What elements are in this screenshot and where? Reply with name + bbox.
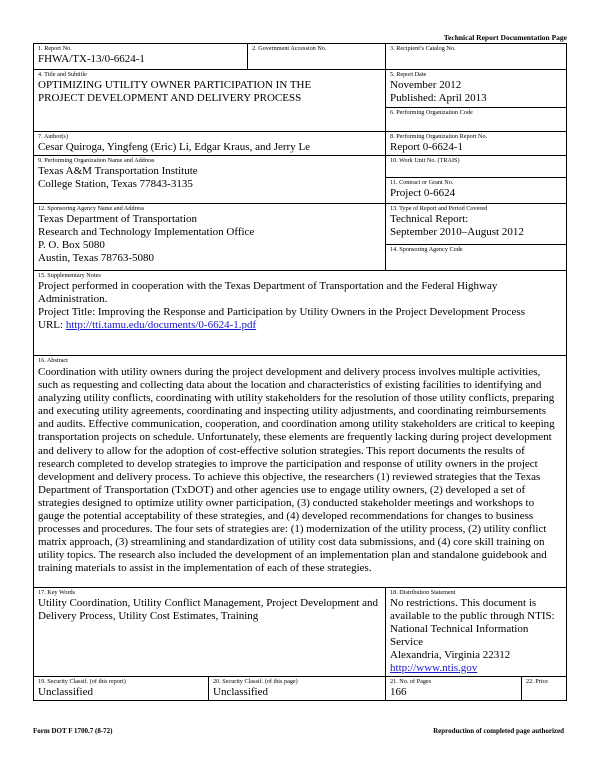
distribution-label: 18. Distribution Statement	[390, 589, 456, 596]
distribution-cell	[386, 588, 567, 677]
sponsor-cell	[34, 204, 386, 271]
pages-cell	[386, 677, 522, 701]
contract-cell	[386, 178, 567, 204]
perf-org-report-cell	[386, 132, 567, 156]
sponsor-code-label: 14. Sponsoring Agency Code	[390, 246, 463, 253]
recipient-catalog-cell	[386, 44, 567, 70]
form-number: Form DOT F 1700.7 (8-72)	[33, 727, 113, 735]
perf-org-report-value: Report 0-6624-1	[390, 141, 464, 153]
report-type-cell	[386, 204, 567, 245]
report-documentation-form	[33, 43, 567, 701]
page-header: Technical Report Documentation Page	[443, 33, 567, 42]
gov-accession-cell	[248, 44, 386, 70]
report-type-value: Technical Report: September 2010–August 2012	[390, 213, 524, 238]
report-no-label: 1. Report No.	[38, 45, 72, 52]
reproduction-note: Reproduction of completed page authorized	[433, 727, 564, 735]
report-date-label: 5. Report Date	[390, 71, 427, 78]
perf-org-code-label: 6. Performing Organization Code	[390, 109, 473, 116]
perf-org-code-cell	[386, 108, 567, 132]
supplementary-line1: Project performed in cooperation with the Texas Department of Transportation and the Federal Highway Administration.	[38, 280, 498, 305]
abstract-cell	[34, 356, 567, 588]
work-unit-cell	[386, 156, 567, 178]
security-report-cell	[34, 677, 209, 701]
price-label: 22. Price	[526, 678, 549, 685]
report-type-label: 13. Type of Report and Period Covered	[390, 205, 488, 212]
pages-label: 21. No. of Pages	[390, 678, 432, 685]
title-value: OPTIMIZING UTILITY OWNER PARTICIPATION IN THE PROJECT DEVELOPMENT AND DELIVERY PROCESS	[38, 79, 312, 104]
sponsor-label: 12. Sponsoring Agency Name and Address	[38, 205, 145, 212]
price-cell	[522, 677, 567, 701]
abstract-text: Coordination with utility owners during the project development and delivery process involves multiple activities, such as requesting and collecting data about the location and characteristics of existing facilities to identifying and analyzing utility conflicts, coordinating with utility stakeholders for the resolution of those utility conflicts, preparing and executing utility agreements, coordinating and inspecting utility adjustments, and coordinating reimbursements and audits. Effective communication, cooperation, and coordination among utility stakeholders are critical to keeping transportation projects on schedule. Unfortunately, these elements are frequently lacking during project development and delivery to allow for the adoption of cost-effective solution strategies. This report documents the results of research completed to develop strategies to improve the participation and response of utility owners in the project development and delivery process. To achieve this objective, the researchers (1) reviewed strategies that the Texas Department of Transportation (TxDOT) and other agencies use to engage utility owners, (2) developed a set of strategies designed to optimize utility owner participation, (3) conducted stakeholder meetings and workshops to gauge the potential acceptability of these strategies, and (4) developed recommendations for changes to business processes and procedures. The four sets of strategies are: (1) modernization of the utility process, (2) utility conflict matrix approach, (3) streamlining and standardization of utility cost data submissions, and (4) core skill training on utility topics. The research also included the development of an implementation plan and standalone guidebook and training materials to assist in the implementation of each of these strategies.	[38, 366, 555, 575]
security-report-label: 19. Security Classif. (of this report)	[38, 678, 126, 685]
sponsor-code-cell	[386, 245, 567, 271]
distribution-value: No restrictions. This document is available to the public through NTIS: National Technical Information Service Alexandria, Virginia 22312	[390, 597, 555, 661]
contract-value: Project 0-6624	[390, 187, 456, 199]
security-page-label: 20. Security Classif. (of this page)	[213, 678, 298, 685]
security-page-value: Unclassified	[213, 686, 268, 698]
contract-label: 11. Contract or Grant No.	[390, 179, 454, 186]
key-words-label: 17. Key Words	[38, 589, 76, 596]
perf-org-report-label: 8. Performing Organization Report No.	[390, 133, 488, 140]
authors-cell	[34, 132, 386, 156]
perf-org-name-cell	[34, 156, 386, 204]
title-label: 4. Title and Subtitle	[38, 71, 87, 78]
supplementary-line2: Project Title: Improving the Response and Participation by Utility Owners in the Project Development Process	[38, 306, 525, 318]
report-no-cell	[34, 44, 248, 70]
recipient-catalog-label: 3. Recipient’s Catalog No.	[390, 45, 456, 52]
perf-org-name-label: 9. Performing Organization Name and Address	[38, 157, 155, 164]
work-unit-label: 10. Work Unit No. (TRAIS)	[390, 157, 460, 164]
authors-label: 7. Author(s)	[38, 133, 68, 140]
report-url-link[interactable]: http://tti.tamu.edu/documents/0-6624-1.pdf	[65, 319, 257, 331]
report-date-value: November 2012 Published: April 2013	[390, 79, 487, 104]
ntis-url-link[interactable]: http://www.ntis.gov	[390, 662, 478, 674]
abstract-label: 16. Abstract	[38, 357, 68, 364]
pages-value: 166	[390, 686, 407, 698]
security-report-value: Unclassified	[38, 686, 93, 698]
url-prefix: URL:	[38, 319, 66, 331]
supplementary-label: 15. Supplementary Notes	[38, 272, 101, 279]
supplementary-cell	[34, 271, 567, 356]
gov-accession-label: 2. Government Accession No.	[252, 45, 327, 52]
perf-org-name-value: Texas A&M Transportation Institute College Station, Texas 77843-3135	[38, 165, 198, 190]
key-words-cell	[34, 588, 386, 677]
sponsor-value: Texas Department of Transportation Research and Technology Implementation Office P. O. Box 5080 Austin, Texas 78763-5080	[38, 213, 255, 264]
title-cell	[34, 70, 386, 132]
supplementary-url-line	[38, 319, 562, 332]
report-date-cell	[386, 70, 567, 108]
authors-value: Cesar Quiroga, Yingfeng (Eric) Li, Edgar Kraus, and Jerry Le	[38, 141, 311, 153]
security-page-cell	[209, 677, 386, 701]
report-no-value: FHWA/TX-13/0-6624-1	[38, 53, 145, 65]
key-words-value: Utility Coordination, Utility Conflict Management, Project Development and Delivery Process, Utility Cost Estimates, Training	[38, 597, 379, 622]
